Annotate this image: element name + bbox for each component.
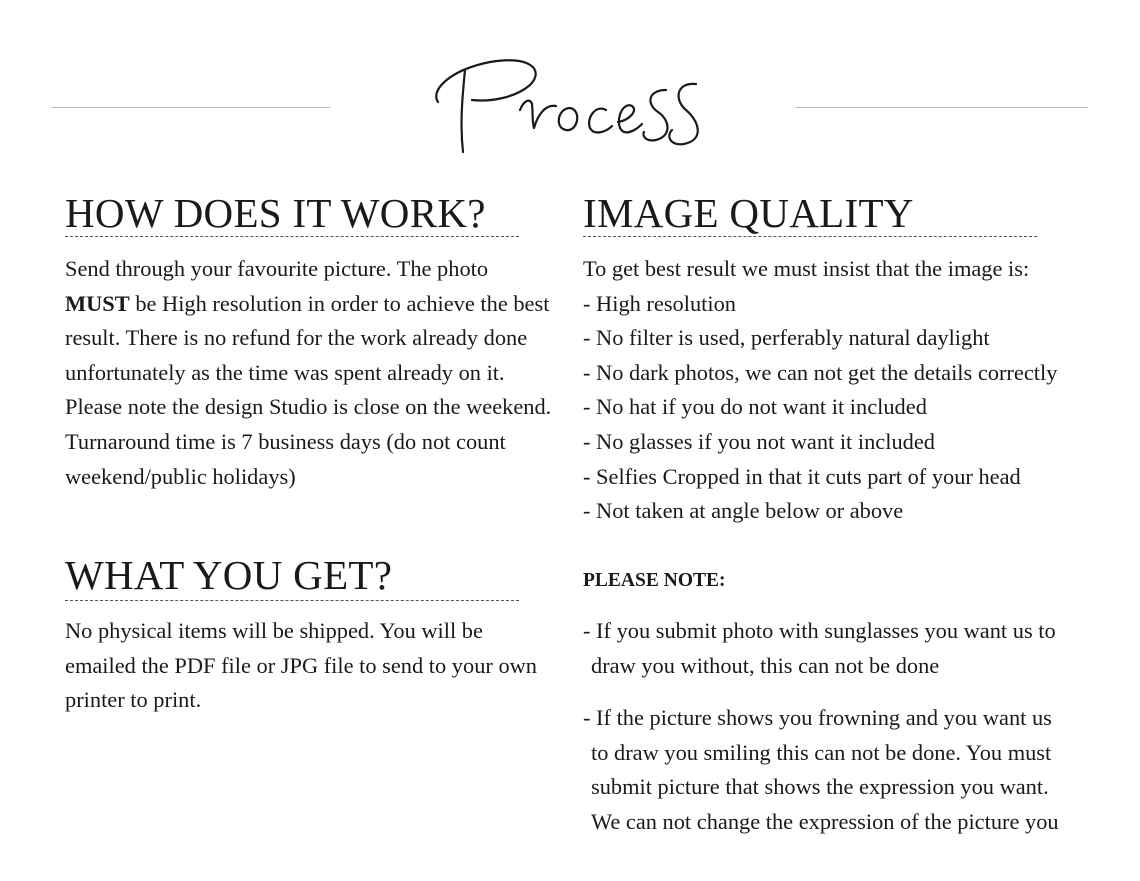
list-item: - No glasses if you not want it included [583, 428, 935, 454]
note-paragraph-sunglasses [583, 614, 1123, 683]
list-item: - No dark photos, we can not get the details correctly [583, 359, 1058, 385]
image-quality-divider [583, 236, 1037, 237]
what-you-get-divider [65, 600, 519, 601]
note-line: - If the picture shows you frowning and you want us [583, 705, 1052, 730]
process-script-title [420, 40, 720, 170]
image-quality-intro: To get best result we must insist that the image is: [583, 256, 1030, 281]
note-line: draw you without, this can not be done [591, 652, 940, 678]
image-quality-heading: IMAGE QUALITY [583, 190, 914, 236]
how-text-emphasis: MUST [65, 290, 130, 316]
note-line: submit picture that shows the expression you want. [591, 774, 1049, 800]
how-it-works-text [65, 252, 553, 494]
image-quality-list [583, 252, 1123, 529]
list-item: - High resolution [583, 290, 736, 316]
what-you-get-heading: WHAT YOU GET? [65, 552, 393, 598]
please-note-heading: PLEASE NOTE: [583, 570, 726, 591]
list-item: - Selfies Cropped in that it cuts part of your head [583, 463, 1021, 489]
what-you-get-paragraph: No physical items will be shipped. You will be emailed the PDF file or JPG file to send to your own printer to print. [65, 618, 538, 713]
note-paragraph-expression [583, 701, 1123, 839]
header-rule-left [52, 107, 330, 108]
what-you-get-text [65, 614, 537, 718]
list-item: - Not taken at angle below or above [583, 498, 904, 524]
header-rule-right [796, 107, 1088, 108]
list-item: - No hat if you do not want it included [583, 394, 927, 420]
how-text-before: Send through your favourite picture. The photo [65, 256, 489, 281]
note-line: We can not change the expression of the picture you [591, 808, 1059, 834]
note-line: - If you submit photo with sunglasses you want us to [583, 618, 1056, 643]
how-it-works-heading: HOW DOES IT WORK? [65, 190, 486, 236]
list-item: - No filter is used, perferably natural daylight [583, 325, 990, 351]
how-it-works-divider [65, 236, 519, 237]
how-text-after: be High resolution in order to achieve the best result. There is no refund for the work already done unfortunately as the time was spent already on it. Please note the design Studio is close on the weekend. Turnaround time is 7 business days (do not count weekend/public holidays) [65, 290, 552, 489]
note-line: to draw you smiling this can not be done. You must [591, 739, 1052, 765]
